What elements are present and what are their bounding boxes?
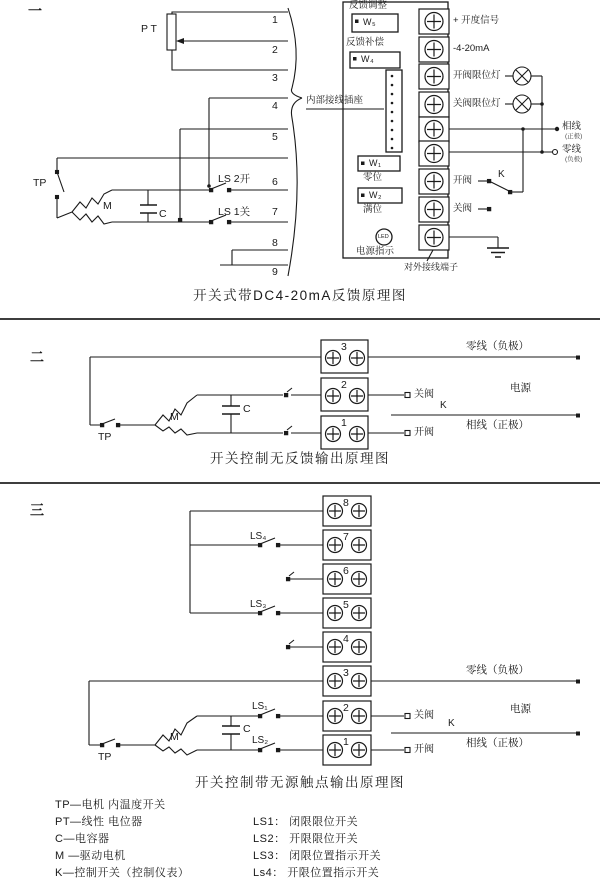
d2-valve-stub-squares <box>405 393 410 436</box>
wire-number: 2 <box>272 44 278 56</box>
terminal-number: 7 <box>343 531 349 543</box>
ls3-label: LS₃ <box>250 599 267 610</box>
pot-w5-label: W₅ <box>363 17 377 27</box>
tp-label: TP <box>98 751 112 763</box>
d2-tp-switch-icon <box>101 419 120 427</box>
legend-item: M —驱动电机 <box>55 850 126 862</box>
terminal-number: 2 <box>341 379 347 391</box>
legend-item: Ls4： 开限位置指示开关 <box>253 867 380 879</box>
power-label: 电源 <box>510 382 531 394</box>
pot-w1-label: W₁ <box>369 158 382 168</box>
d1-capacitor-icon <box>140 190 157 222</box>
led-icon: LED <box>378 234 389 240</box>
wire-number: 3 <box>272 72 278 84</box>
wire-number: 8 <box>272 237 278 249</box>
legend-item: LS2： 开限限位开关 <box>253 833 359 845</box>
close-valve-label: 关阀 <box>414 710 434 721</box>
d2-line-ends <box>576 356 580 418</box>
neutral-line-label: 零线（负极） <box>466 340 529 352</box>
d3-wires <box>89 511 578 750</box>
terminal-label-open-limit-lamp: 开阀限位灯 <box>453 70 501 81</box>
ls2-label: LS₂ <box>252 735 269 746</box>
d2-contact-marks <box>285 388 293 435</box>
ls2-open-label: LS 2开 <box>218 173 251 185</box>
d1-potentiometer-icon <box>167 12 288 70</box>
wire-number: 6 <box>272 176 278 188</box>
terminal-label-close-limit-lamp: 关阀限位灯 <box>453 98 501 109</box>
terminal-number: 8 <box>343 497 349 509</box>
d1-ext-terminal-leader <box>427 250 433 261</box>
motor-label: M <box>170 411 179 423</box>
open-valve-label: 开阀 <box>414 427 434 438</box>
capacitor-label: C <box>243 723 251 735</box>
d3-line-ends <box>576 680 580 736</box>
terminal-label-open-valve: 开阀 <box>453 175 473 186</box>
wire-number: 5 <box>272 131 278 143</box>
terminal-number: 5 <box>343 599 349 611</box>
motor-label: M <box>103 200 112 212</box>
terminal-label-4-20ma: -4-20mA <box>453 43 490 54</box>
phase-line-sub: (正极) <box>565 133 583 140</box>
power-indicator-label: 电源指示 <box>356 246 395 257</box>
section-marker-3: 三 <box>30 502 44 518</box>
d2-terminal-block <box>321 340 368 449</box>
d1-tp-switch-icon <box>56 158 73 218</box>
d1-close-stub <box>478 208 491 211</box>
wire-number: 9 <box>272 266 278 278</box>
motor-label: M <box>170 731 179 743</box>
neutral-line-sub: (负极) <box>565 156 583 163</box>
d1-brace <box>288 8 302 276</box>
k-switch-label: K <box>448 718 455 729</box>
legend-item: K—控制开关（控制仪表） <box>55 867 190 879</box>
wire-number: 1 <box>272 14 278 26</box>
feedback-comp-label: 反馈补偿 <box>346 37 385 48</box>
pt-label: P T <box>141 23 157 35</box>
capacitor-label: C <box>159 208 167 220</box>
legend-item: C—电容器 <box>55 833 110 845</box>
neutral-line-label: 零线 <box>562 144 582 155</box>
d3-capacitor-icon <box>222 716 240 750</box>
ls1-close-label: LS 1关 <box>218 206 251 218</box>
section-marker-1: 一 <box>28 3 42 19</box>
tp-label: TP <box>98 431 112 443</box>
capacitor-label: C <box>243 403 251 415</box>
terminal-number: 3 <box>341 341 347 353</box>
terminal-label-close-valve: 关阀 <box>453 203 473 214</box>
diagram1-caption: 开关式带DC4-20mA反馈原理图 <box>193 288 407 303</box>
close-valve-label: 关阀 <box>414 389 434 400</box>
d1-k-switch-icon <box>478 180 523 194</box>
k-switch-label: K <box>440 400 447 411</box>
terminal-number: 1 <box>341 417 347 429</box>
open-valve-label: 开阀 <box>414 744 434 755</box>
legend-item: TP—电机 内温度开关 <box>55 799 166 811</box>
d1-terminal-block <box>419 9 449 250</box>
d1-limit-lamp-close-icon <box>505 95 542 113</box>
terminal-number: 6 <box>343 565 349 577</box>
zero-position-label: 零位 <box>363 172 383 183</box>
external-terminals-label: 对外接线端子 <box>404 262 459 272</box>
tp-label: TP <box>33 177 47 189</box>
d1-pt-wiper-arrow <box>176 38 184 44</box>
d2-capacitor-icon <box>222 395 240 433</box>
d1-socket-pins <box>391 75 394 150</box>
wire-number: 7 <box>272 206 278 218</box>
d3-stub-marks <box>287 572 295 649</box>
legend-item: LS1： 闭限限位开关 <box>253 816 359 828</box>
phase-line-label: 相线 <box>562 121 582 132</box>
terminal-number: 1 <box>343 736 349 748</box>
wire-number: 4 <box>272 100 278 112</box>
section-marker-2: 二 <box>30 349 44 365</box>
phase-line-label: 相线（正极） <box>466 737 529 749</box>
d1-ground-icon <box>449 237 509 257</box>
ls4-label: LS₄ <box>250 531 267 542</box>
power-label: 电源 <box>510 703 531 715</box>
diagram3-caption: 开关控制带无源触点输出原理图 <box>195 775 405 790</box>
full-position-label: 满位 <box>363 204 383 215</box>
pot-w4-label: W₄ <box>361 54 375 64</box>
d1-limit-lamp-open-icon <box>505 67 542 85</box>
pot-w2-label: W₂ <box>369 190 382 200</box>
k-switch-label: K <box>498 169 505 180</box>
feedback-adjust-label: 反馈调整 <box>349 0 388 11</box>
terminal-number: 3 <box>343 667 349 679</box>
diagram2-caption: 开关控制无反馈输出原理图 <box>210 451 390 466</box>
d3-tp-switch-icon <box>101 739 120 747</box>
internal-socket-label: 内部接线插座 <box>306 95 364 106</box>
d1-wires <box>57 98 288 265</box>
terminal-number: 4 <box>343 633 349 645</box>
terminal-label-open-signal: + 开度信号 <box>453 15 500 26</box>
phase-line-label: 相线（正极） <box>466 419 529 431</box>
terminal-number: 2 <box>343 702 349 714</box>
legend-item: LS3： 闭限位置指示开关 <box>253 850 382 862</box>
ls1-label: LS₁ <box>252 701 268 712</box>
neutral-line-label: 零线（负极） <box>466 664 529 676</box>
legend-item: PT—线性 电位器 <box>55 816 143 828</box>
